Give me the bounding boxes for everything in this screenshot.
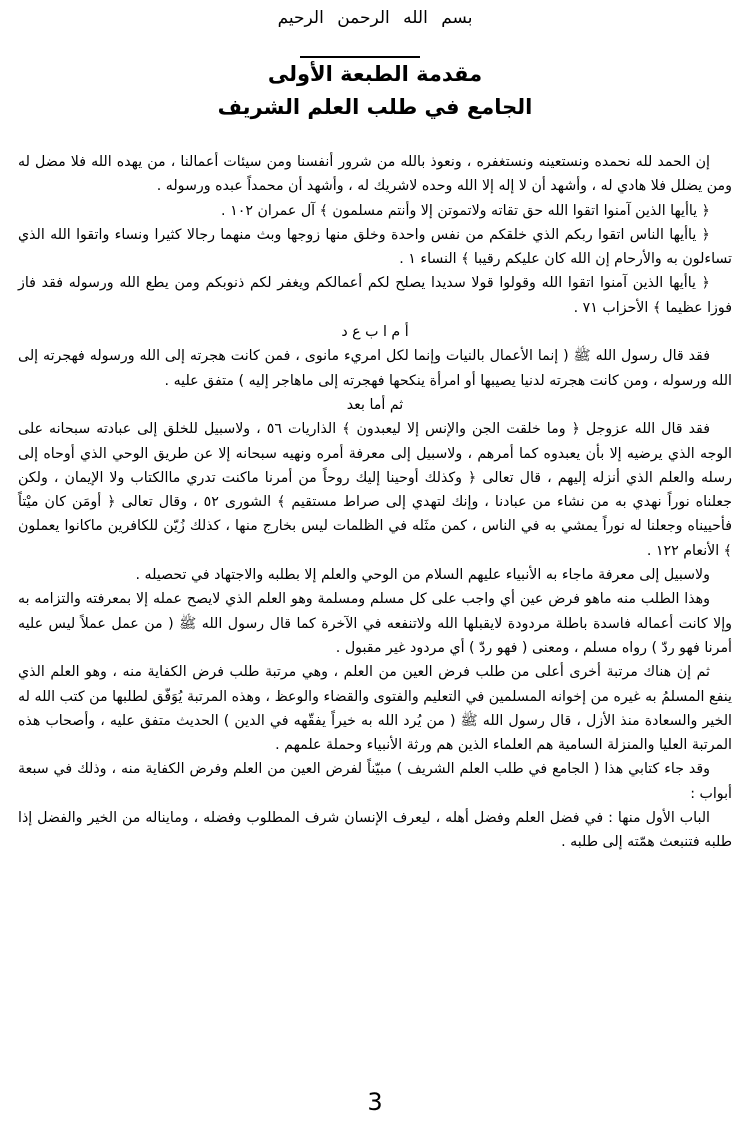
paragraph: ﴿ ياأيها الذين آمنوا اتقوا الله حق تقاته ولاتموتن إلا وأنتم مسلمون ﴾ آل عمران ١٠٢ . — [221, 202, 710, 219]
paragraph: ﴿ ياأيها الناس اتقوا ربكم الذي خلقكم من نفس واحدة وخلق منها زوجها وبث منهما رجالا كثيرا ونساء واتقوا الله الذي تساءلون به والأرحام إن الله كان عليكم رقيبا ﴾ النساء ١ . — [18, 226, 732, 268]
page-title: مقدمة الطبعة الأولى — [267, 62, 483, 86]
paragraph: فقد قال الله عزوجل ﴿ وما خلقت الجن والإنس إلا ليعبدون ﴾ الذاريات ٥٦ ، ولاسبيل للخلق إلى عبادته سبحانه على الوجه الذي يرضيه إلا بأن يعبدوه كما أمرهم ، ولاسبيل إلى معرفة أمره ونهيه سبحانه إلا عن طريق الوحي الذي أوحاه إلى رسله والعلم الذي أنزله إليهم ، قال تعالى ﴿ وكذلك أوحينا إليك روحاً من أمرنا ماكنت تدري ماالكتاب ولا الإيمان ، ولكن جعلناه نوراً نهدي به من نشاء من عبادنا ، وإنك لتهدي إلى صراط مستقيم ﴾ الشورى ٥٢ ، وقال تعالى ﴿ أومَن كان ميْتاً فأحييناه وجعلنا له نوراً يمشي به في الناس ، كمن مثَله في الظلمات ليس بخارج منها ، كذلك زُيّن للكافرين ماكانوا يعملون ﴾ الأنعام ١٢٢ . — [18, 421, 732, 559]
paragraph: ثم إن هناك مرتبة أخرى أعلى من طلب فرض العين من العلم ، وهي مرتبة طلب فرض الكفاية منه ، وهو العلم الذي ينفع المسلمُ به غيره من إخوانه المسلمين في التعليم والفتوى والقضاء والوعظ ، وهذه المرتبة يُوَفّق لطلبها من كتب الله له الخير والسعادة منذ الأزل ، قال رسول الله ﷺ ( من يُرد الله به خيراً يفقّهه في الدين ) الحديث متفق عليه ، وأصحاب هذه المرتبة العليا والمنزلة السامية هم العلماء الذين هم ورثة الأنبياء وحملة علمهم . — [18, 664, 732, 754]
paragraph: وهذا الطلب منه ماهو فرض عين أي واجب على كل مسلم ومسلمة وهو العلم الذي لايصح عمله إلا بمعرفته والتزامه به وإلا كانت أعماله فاسدة باطلة مردودة لايقبلها الله ولاتنفعه في الآخرة كما قال رسول الله ﷺ ( من عمل عملاً ليس عليه أمرنا فهو ردّ ) رواه مسلم ، ومعنى ( فهو ردّ ) أي مردود غير مقبول . — [18, 591, 732, 656]
heading-rule — [300, 56, 420, 58]
basmala: بسم الله الرحمن الرحيم — [277, 8, 473, 28]
paragraph: وقد جاء كتابي هذا ( الجامع في طلب العلم الشريف ) مبيّناً لفرض العين من العلم وفرض الكفاية منه ، وذلك في سبعة أبواب : — [18, 761, 732, 802]
paragraph: فقد قال رسول الله ﷺ ( إنما الأعمال بالنيات وإنما لكل امريء مانوى ، فمن كانت هجرته إلى الله ورسوله فهجرته إلى الله ورسوله ، ومن كانت هجرته لدنيا يصيبها أو امرأة ينكحها فهجرته إلى ماهاجر إليه ) متفق عليه . — [18, 348, 732, 389]
paragraph: ﴿ ياأيها الذين آمنوا اتقوا الله وقولوا قولا سديدا يصلح لكم أعمالكم ويغفر لكم ذنوبكم ومن يطع الله ورسوله فقد فاز فوزا عظيما ﴾ الأحزاب ٧١ . — [18, 275, 732, 316]
body-text — [18, 150, 732, 855]
paragraph: أ م ا ب ع د — [341, 324, 409, 341]
paragraph: إن الحمد لله نحمده ونستعينه ونستغفره ، ونعوذ بالله من شرور أنفسنا ومن سيئات أعمالنا ، من يهده الله فلا مضل له ومن يضلل فلا هادي له ، وأشهد أن لا إله إلا الله وحده لاشريك له ، وأشهد أن محمداً عبده ورسوله . — [18, 154, 732, 195]
paragraph: ثم أما بعد — [346, 396, 404, 413]
page-number: 3 — [367, 1088, 383, 1116]
paragraph: ولاسبيل إلى معرفة ماجاء به الأنبياء عليهم السلام من الوحي والعلم إلا بطلبه والاجتهاد في تحصيله . — [135, 567, 710, 584]
book-title: الجامع في طلب العلم الشريف — [217, 95, 533, 119]
paragraph: الباب الأول منها : في فضل العلم وفضل أهله ، ليعرف الإنسان شرف المطلوب وفضله ، ومايناله من الخير والفضل إذا طلبه فتنبعث همّته إلى طلبه . — [18, 810, 732, 851]
